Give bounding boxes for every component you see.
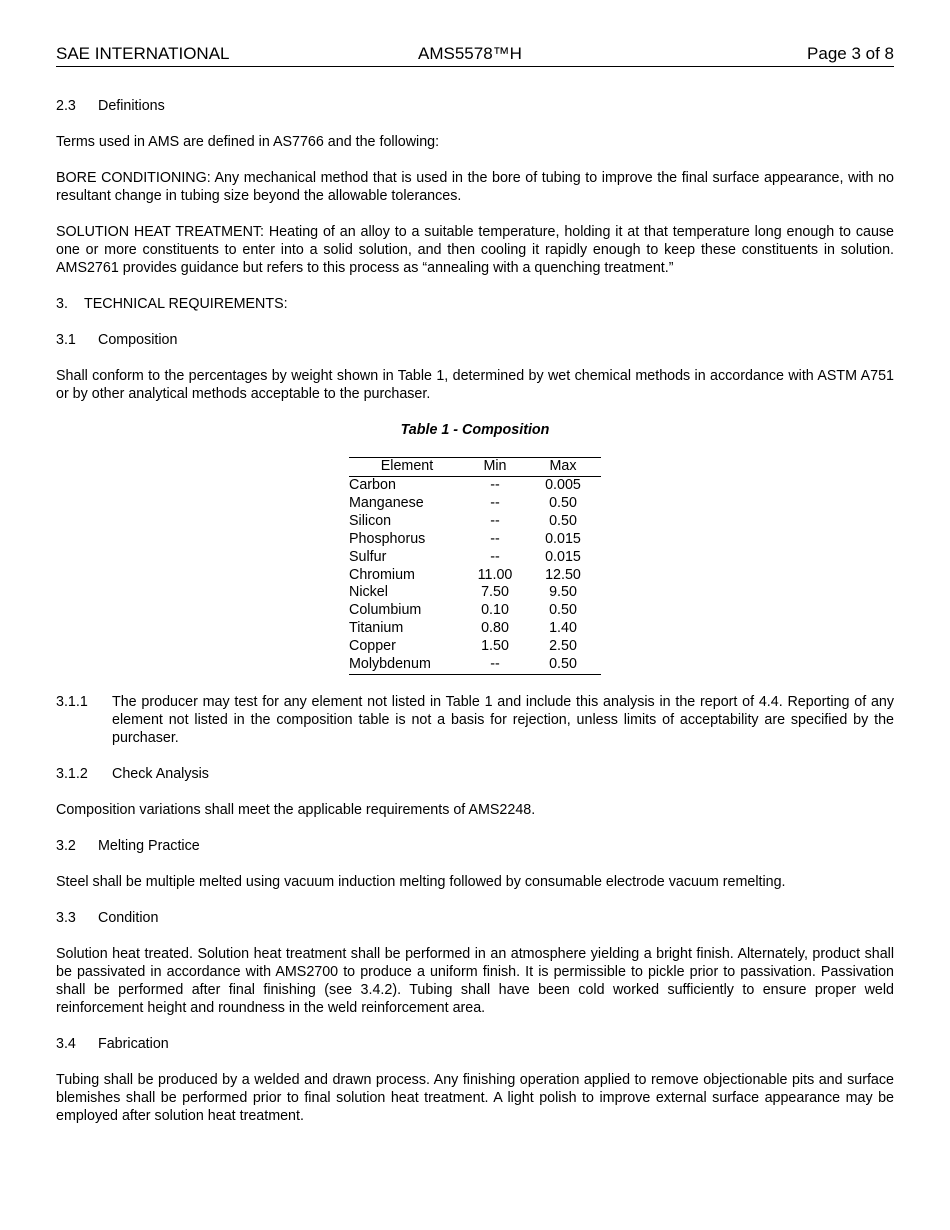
terms-intro: Terms used in AMS are defined in AS7766 and the following: [56, 134, 440, 150]
table-1-caption: Table 1 - Composition [400, 422, 550, 438]
header-min: Min [465, 458, 525, 477]
table-row: Molybdenum -- 0.50 [349, 656, 601, 674]
header-element: Element [349, 458, 465, 477]
section-3-2-heading: 3.2 Melting Practice [56, 837, 200, 854]
table-row: Carbon -- 0.005 [349, 477, 581, 493]
page-header [56, 44, 894, 67]
header-doc-id: AMS5578™H [418, 44, 522, 63]
header-org: SAE INTERNATIONAL [56, 44, 230, 63]
section-3-4-text: Tubing shall be produced by a welded and drawn process. Any finishing operation applied to remove objectionable pits and surface blemishes shall be performed prior to final solution heat treatment. A light polish to improve external surface appearance may be employed after solution heat treatment. [56, 1071, 894, 1124]
table-row: Chromium 11.00 12.50 [349, 566, 581, 583]
section-3-1-1-text: The producer may test for any element not listed in Table 1 and include this analysis in the report of 4.4. Reporting of any element not listed in the composition table is not a basis for rejection, unless limits of acceptability are specified by the purchaser. [112, 693, 894, 746]
header-max: Max [525, 458, 601, 477]
document-body [56, 97, 894, 1143]
section-3-4-heading: 3.4 Fabrication [56, 1035, 169, 1052]
table-row: Nickel 7.50 9.50 [349, 584, 577, 601]
table-row: Silicon -- 0.50 [349, 512, 577, 529]
section-3-3-text: Solution heat treated. Solution heat treatment shall be performed in an atmosphere yielding a bright finish. Alternately, product shall be passivated in accordance with AMS2700 to produce a uniform finish. It is permissible to pickle prior to passivation. Passivation shall be performed after final finishing (see 3.4.2). Tubing shall have been cold worked sufficiently to ensure proper weld reinforcement height and roundness in the weld reinforcement area. [56, 945, 894, 1016]
solution-heat-treatment-definition: SOLUTION HEAT TREATMENT: Heating of an alloy to a suitable temperature, holding it at that temperature long enough to cause one or more constituents to enter into a solid solution, and then cooling it rapidly enough to keep these constituents in solution. AMS2761 provides guidance but refers to this process as “annealing with a quenching treatment.” [56, 224, 894, 276]
bore-conditioning-definition: BORE CONDITIONING: Any mechanical method that is used in the bore of tubing to improve the final surface appearance, with no resultant change in tubing size beyond the allowable tolerances. [56, 170, 894, 204]
section-2-3-heading: 2.3 Definitions [56, 98, 165, 114]
table-row: Columbium 0.10 0.50 [349, 602, 577, 619]
table-row: Phosphorus -- 0.015 [349, 530, 581, 547]
table-row: Sulfur -- 0.015 [349, 548, 581, 565]
table-header-row [349, 458, 601, 477]
section-3-1-1-number: 3.1.1 [56, 693, 88, 710]
section-3-2-text: Steel shall be multiple melted using vacuum induction melting followed by consumable electrode vacuum remelting. [56, 873, 786, 890]
section-3-heading: 3. TECHNICAL REQUIREMENTS: [56, 296, 288, 312]
section-3-1-heading: 3.1 Composition [56, 332, 178, 348]
table-row: Titanium 0.80 1.40 [349, 620, 577, 637]
table-row: Manganese -- 0.50 [349, 494, 577, 511]
table-row: Copper 1.50 2.50 [349, 638, 577, 655]
section-3-1-1 [56, 693, 894, 747]
section-3-1-2-text: Composition variations shall meet the applicable requirements of AMS2248. [56, 801, 536, 818]
section-3-3-heading: 3.3 Condition [56, 909, 159, 926]
composition-table [349, 457, 601, 675]
section-3-1-2-heading: 3.1.2 Check Analysis [56, 765, 209, 782]
header-page-number: Page 3 of 8 [807, 44, 894, 63]
section-3-1-text: Shall conform to the percentages by weight shown in Table 1, determined by wet chemical methods in accordance with ASTM A751 or by other analytical methods acceptable to the purchaser. [56, 368, 894, 402]
